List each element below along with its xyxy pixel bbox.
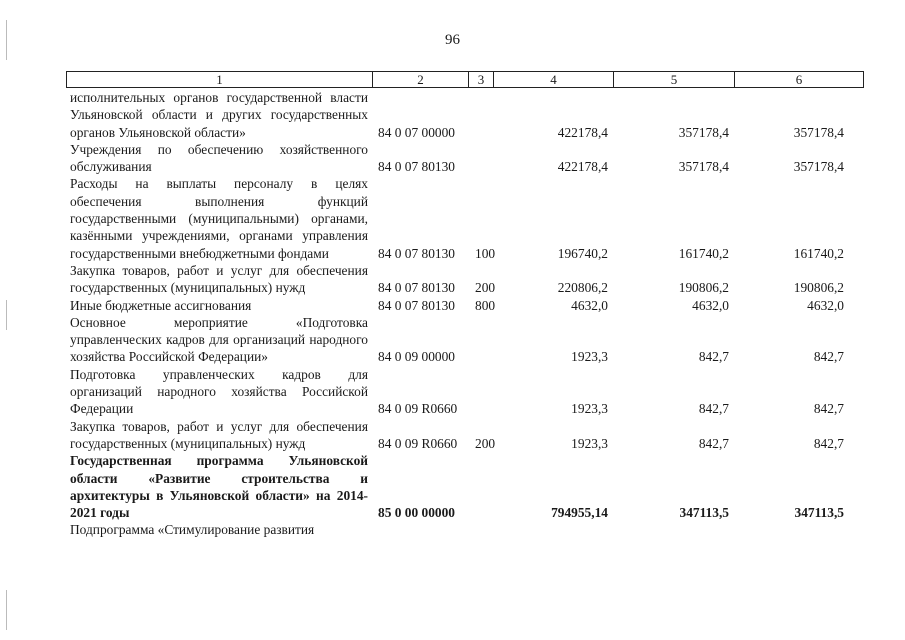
scan-artifact [6,20,7,60]
page-number: 96 [445,32,460,48]
row-amount-col6: 842,7 [813,349,844,365]
row-amount-col5: 161740,2 [678,245,729,261]
row-amount-col6: 161740,2 [793,245,844,261]
column-header-3: 3 [469,72,494,87]
row-name: Основное мероприятие «Подготовка управленческих кадров для организаций народного хозяйства Российской Федерации» [70,314,368,365]
row-name: Иные бюджетные ассигнования [70,297,252,313]
row-amount-col4: 794955,14 [551,505,608,521]
table-row [66,262,864,297]
row-amount-col5: 190806,2 [678,280,729,296]
row-amount-col5: 842,7 [698,349,729,365]
table-row [66,175,864,261]
row-name: исполнительных органов государственной власти Ульяновской области и других государственных органов Ульяновской области» [70,90,368,140]
row-amount-col4: 422178,4 [557,159,608,175]
row-name: Подготовка управленческих кадров для организаций народного хозяйства Российской Федерации [70,366,368,417]
column-header-2: 2 [373,72,469,87]
table-row [66,314,864,366]
row-amount-col6: 842,7 [813,401,844,417]
row-amount-col5: 357178,4 [678,124,729,140]
row-name: Закупка товаров, работ и услуг для обеспечения государственных (муниципальных) нужд [70,418,368,451]
scan-artifact [6,300,7,330]
row-expense-type: 100 [475,245,496,261]
row-amount-col5: 842,7 [698,401,729,417]
row-amount-col4: 1923,3 [571,435,608,451]
table-row [66,141,864,176]
row-code: 84 0 07 00000 [378,124,455,140]
row-code: 84 0 09 R0660 [378,401,458,417]
row-amount-col6: 357178,4 [793,124,844,140]
row-amount-col4: 422178,4 [557,124,608,140]
table-row [66,521,864,538]
scan-artifact [6,590,7,630]
row-expense-type: 800 [475,297,496,313]
row-name: Государственная программа Ульяновской области «Развитие строительства и архитектуры в Ульяновской области» на 2014-2021 годы [70,453,368,521]
row-amount-col6: 190806,2 [793,280,844,296]
table-row [66,89,864,141]
column-header-6: 6 [795,72,803,87]
row-amount-col6: 347113,5 [794,505,844,521]
row-name: Учреждения по обеспечению хозяйственного обслуживания [70,141,368,175]
row-amount-col6: 842,7 [813,435,844,451]
row-amount-col5: 357178,4 [678,159,729,175]
row-code: 84 0 09 R0660 [378,435,458,451]
row-name: Подпрограмма «Стимулирование развития [70,522,315,538]
column-header-5: 5 [614,72,735,87]
row-code: 84 0 07 80130 [378,280,455,296]
row-code: 84 0 09 00000 [378,349,455,365]
row-amount-col5: 4632,0 [692,297,729,313]
row-amount-col4: 220806,2 [557,280,608,296]
row-amount-col4: 1923,3 [571,401,608,417]
table-row [66,366,864,418]
table-row-program-total [66,452,864,521]
row-amount-col4: 196740,2 [557,245,608,261]
column-header-4: 4 [494,72,614,87]
row-code: 84 0 07 80130 [378,159,455,175]
row-expense-type: 200 [475,435,496,451]
table-body [66,89,864,539]
row-code: 84 0 07 80130 [378,297,455,313]
row-expense-type: 200 [475,280,496,296]
row-name: Закупка товаров, работ и услуг для обеспечения государственных (муниципальных) нужд [70,262,368,296]
table-row [66,297,864,314]
row-amount-col4: 1923,3 [571,349,608,365]
column-header-1: 1 [67,72,373,87]
row-code: 85 0 00 00000 [378,505,455,521]
row-code: 84 0 07 80130 [378,245,455,261]
row-amount-col5: 842,7 [698,435,729,451]
row-amount-col5: 347113,5 [679,505,729,521]
table-row [66,418,864,453]
row-name: Расходы на выплаты персоналу в целях обеспечения выполнения функций государственными (муниципальными) органами, казёнными учреждениями, органами управления государственными внебюджетными фондами [70,176,368,261]
row-amount-col6: 4632,0 [807,297,844,313]
table-header [66,71,864,88]
row-amount-col4: 4632,0 [571,297,608,313]
row-amount-col6: 357178,4 [793,159,844,175]
